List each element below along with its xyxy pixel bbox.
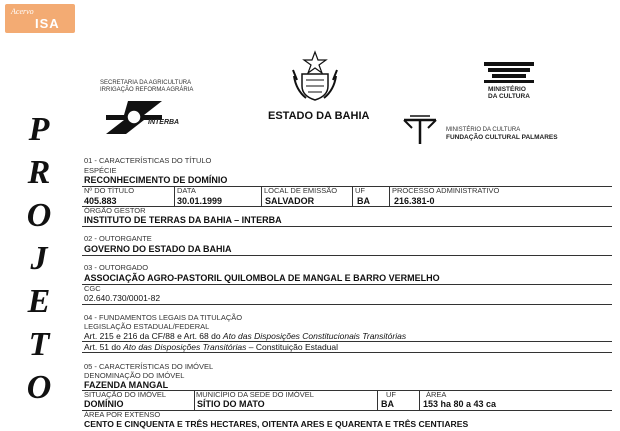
ministerio-logo-line1: MINISTÉRIO (488, 86, 526, 93)
sec03-heading: 03 - OUTORGADO (84, 263, 149, 272)
divider (174, 186, 175, 206)
legislacao-line1-b: Ato das Disposições Constitucionais Transitórias (222, 331, 407, 341)
outorgado-value: ASSOCIAÇÃO AGRO-PASTORIL QUILOMBOLA DE MANGAL E BARRO VERMELHO (84, 273, 440, 283)
legislacao-label: LEGISLAÇÃO ESTADUAL/FEDERAL (84, 322, 210, 331)
secretaria-line1: SECRETARIA DA AGRICULTURA (100, 80, 192, 86)
projeto-stamp (22, 108, 56, 409)
situacao-label: SITUAÇÃO DO IMÓVEL (84, 390, 167, 399)
divider (377, 390, 378, 410)
divider (194, 390, 195, 410)
no-titulo-label: Nº DO TÍTULO (84, 186, 135, 195)
bahia-coat-of-arms-icon (290, 50, 340, 102)
divider (82, 284, 612, 285)
sec01-heading: 01 - CARACTERÍSTICAS DO TÍTULO (84, 156, 212, 165)
denominacao-label: DENOMINAÇÃO DO IMÓVEL (84, 371, 185, 380)
data-label: DATA (177, 186, 196, 195)
divider (82, 255, 612, 256)
ministerio-cultura-logo-icon (484, 62, 534, 84)
legislacao-line2-a: Art. 51 do (84, 342, 124, 352)
cgc-label: CGC (84, 284, 101, 293)
imovel-uf-value: BA (381, 399, 394, 409)
stamp-letter: R (27, 154, 51, 191)
divider (82, 304, 612, 305)
uf-value: BA (357, 196, 370, 206)
divider (352, 186, 353, 206)
situacao-value: DOMÍNIO (84, 399, 124, 409)
stamp-letter: P (28, 111, 50, 148)
divider (82, 226, 612, 227)
stamp-letter: O (26, 197, 52, 234)
divider (389, 186, 390, 206)
no-titulo-value: 405.883 (84, 196, 117, 206)
imovel-uf-label: UF (386, 390, 396, 399)
sec02-heading: 02 - OUTORGANTE (84, 234, 152, 243)
divider (82, 186, 612, 187)
interba-logo-text: INTERBA (148, 119, 180, 126)
especie-value: RECONHECIMENTO DE DOMÍNIO (84, 175, 228, 185)
denominacao-value: FAZENDA MANGAL (84, 380, 169, 390)
local-value: SALVADOR (265, 196, 315, 206)
divider (82, 352, 612, 353)
watermark-line1: Acervo (11, 7, 34, 16)
municipio-label: MUNICÍPIO DA SEDE DO IMÓVEL (196, 390, 314, 399)
fundacao-line: FUNDAÇÃO CULTURAL PALMARES (446, 134, 558, 141)
area-value: 153 ha 80 a 43 ca (423, 399, 497, 409)
processo-value: 216.381-0 (394, 196, 435, 206)
especie-label: ESPÉCIE (84, 166, 117, 175)
processo-label: PROCESSO ADMINISTRATIVO (392, 186, 500, 195)
state-title: ESTADO DA BAHIA (268, 110, 370, 122)
cgc-value: 02.640.730/0001-82 (84, 293, 161, 303)
data-value: 30.01.1999 (177, 196, 223, 206)
local-label: LOCAL DE EMISSÃO (264, 186, 338, 195)
sec05-heading: 05 - CARACTERÍSTICAS DO IMÓVEL (84, 362, 214, 371)
ministerio-logo-line2: DA CULTURA (488, 93, 530, 100)
secretaria-line2: IRRIGAÇÃO REFORMA AGRÁRIA (100, 87, 194, 93)
stamp-letter: J (30, 240, 48, 277)
stamp-letter: O (26, 369, 52, 406)
palmares-logo-icon (402, 114, 438, 144)
uf-label: UF (355, 186, 365, 195)
divider (82, 410, 612, 411)
divider (261, 186, 262, 206)
divider (419, 390, 420, 410)
extenso-value: CENTO E CINQUENTA E TRÊS HECTARES, OITENTA ARES E QUARENTA E TRÊS CENTIARES (84, 419, 469, 429)
legislacao-line2-c: – Constituição Estadual (246, 342, 339, 352)
area-label: ÁREA (426, 390, 447, 399)
divider (82, 206, 612, 207)
orgao-label: ÓRGÃO GESTOR (84, 206, 146, 215)
sec04-heading: 04 - FUNDAMENTOS LEGAIS DA TITULAÇÃO (84, 313, 243, 322)
outorgante-value: GOVERNO DO ESTADO DA BAHIA (84, 244, 232, 254)
extenso-label: ÁREA POR EXTENSO (84, 410, 161, 419)
orgao-value: INSTITUTO DE TERRAS DA BAHIA – INTERBA (84, 215, 282, 225)
interba-logo-icon (104, 99, 164, 135)
stamp-letter: T (28, 326, 50, 363)
stamp-letter: E (27, 283, 51, 320)
ministerio-line: MINISTÉRIO DA CULTURA (446, 127, 521, 133)
legislacao-line2 (84, 342, 338, 352)
legislacao-line2-b: Ato das Disposições Transitórias (123, 342, 247, 352)
municipio-value: SÍTIO DO MATO (197, 399, 265, 409)
acervo-isa-watermark (5, 4, 75, 33)
legislacao-line1 (84, 331, 406, 341)
legislacao-line1-a: Art. 215 e 216 da CF/88 e Art. 68 do (84, 331, 223, 341)
watermark-line2: ISA (35, 16, 60, 31)
